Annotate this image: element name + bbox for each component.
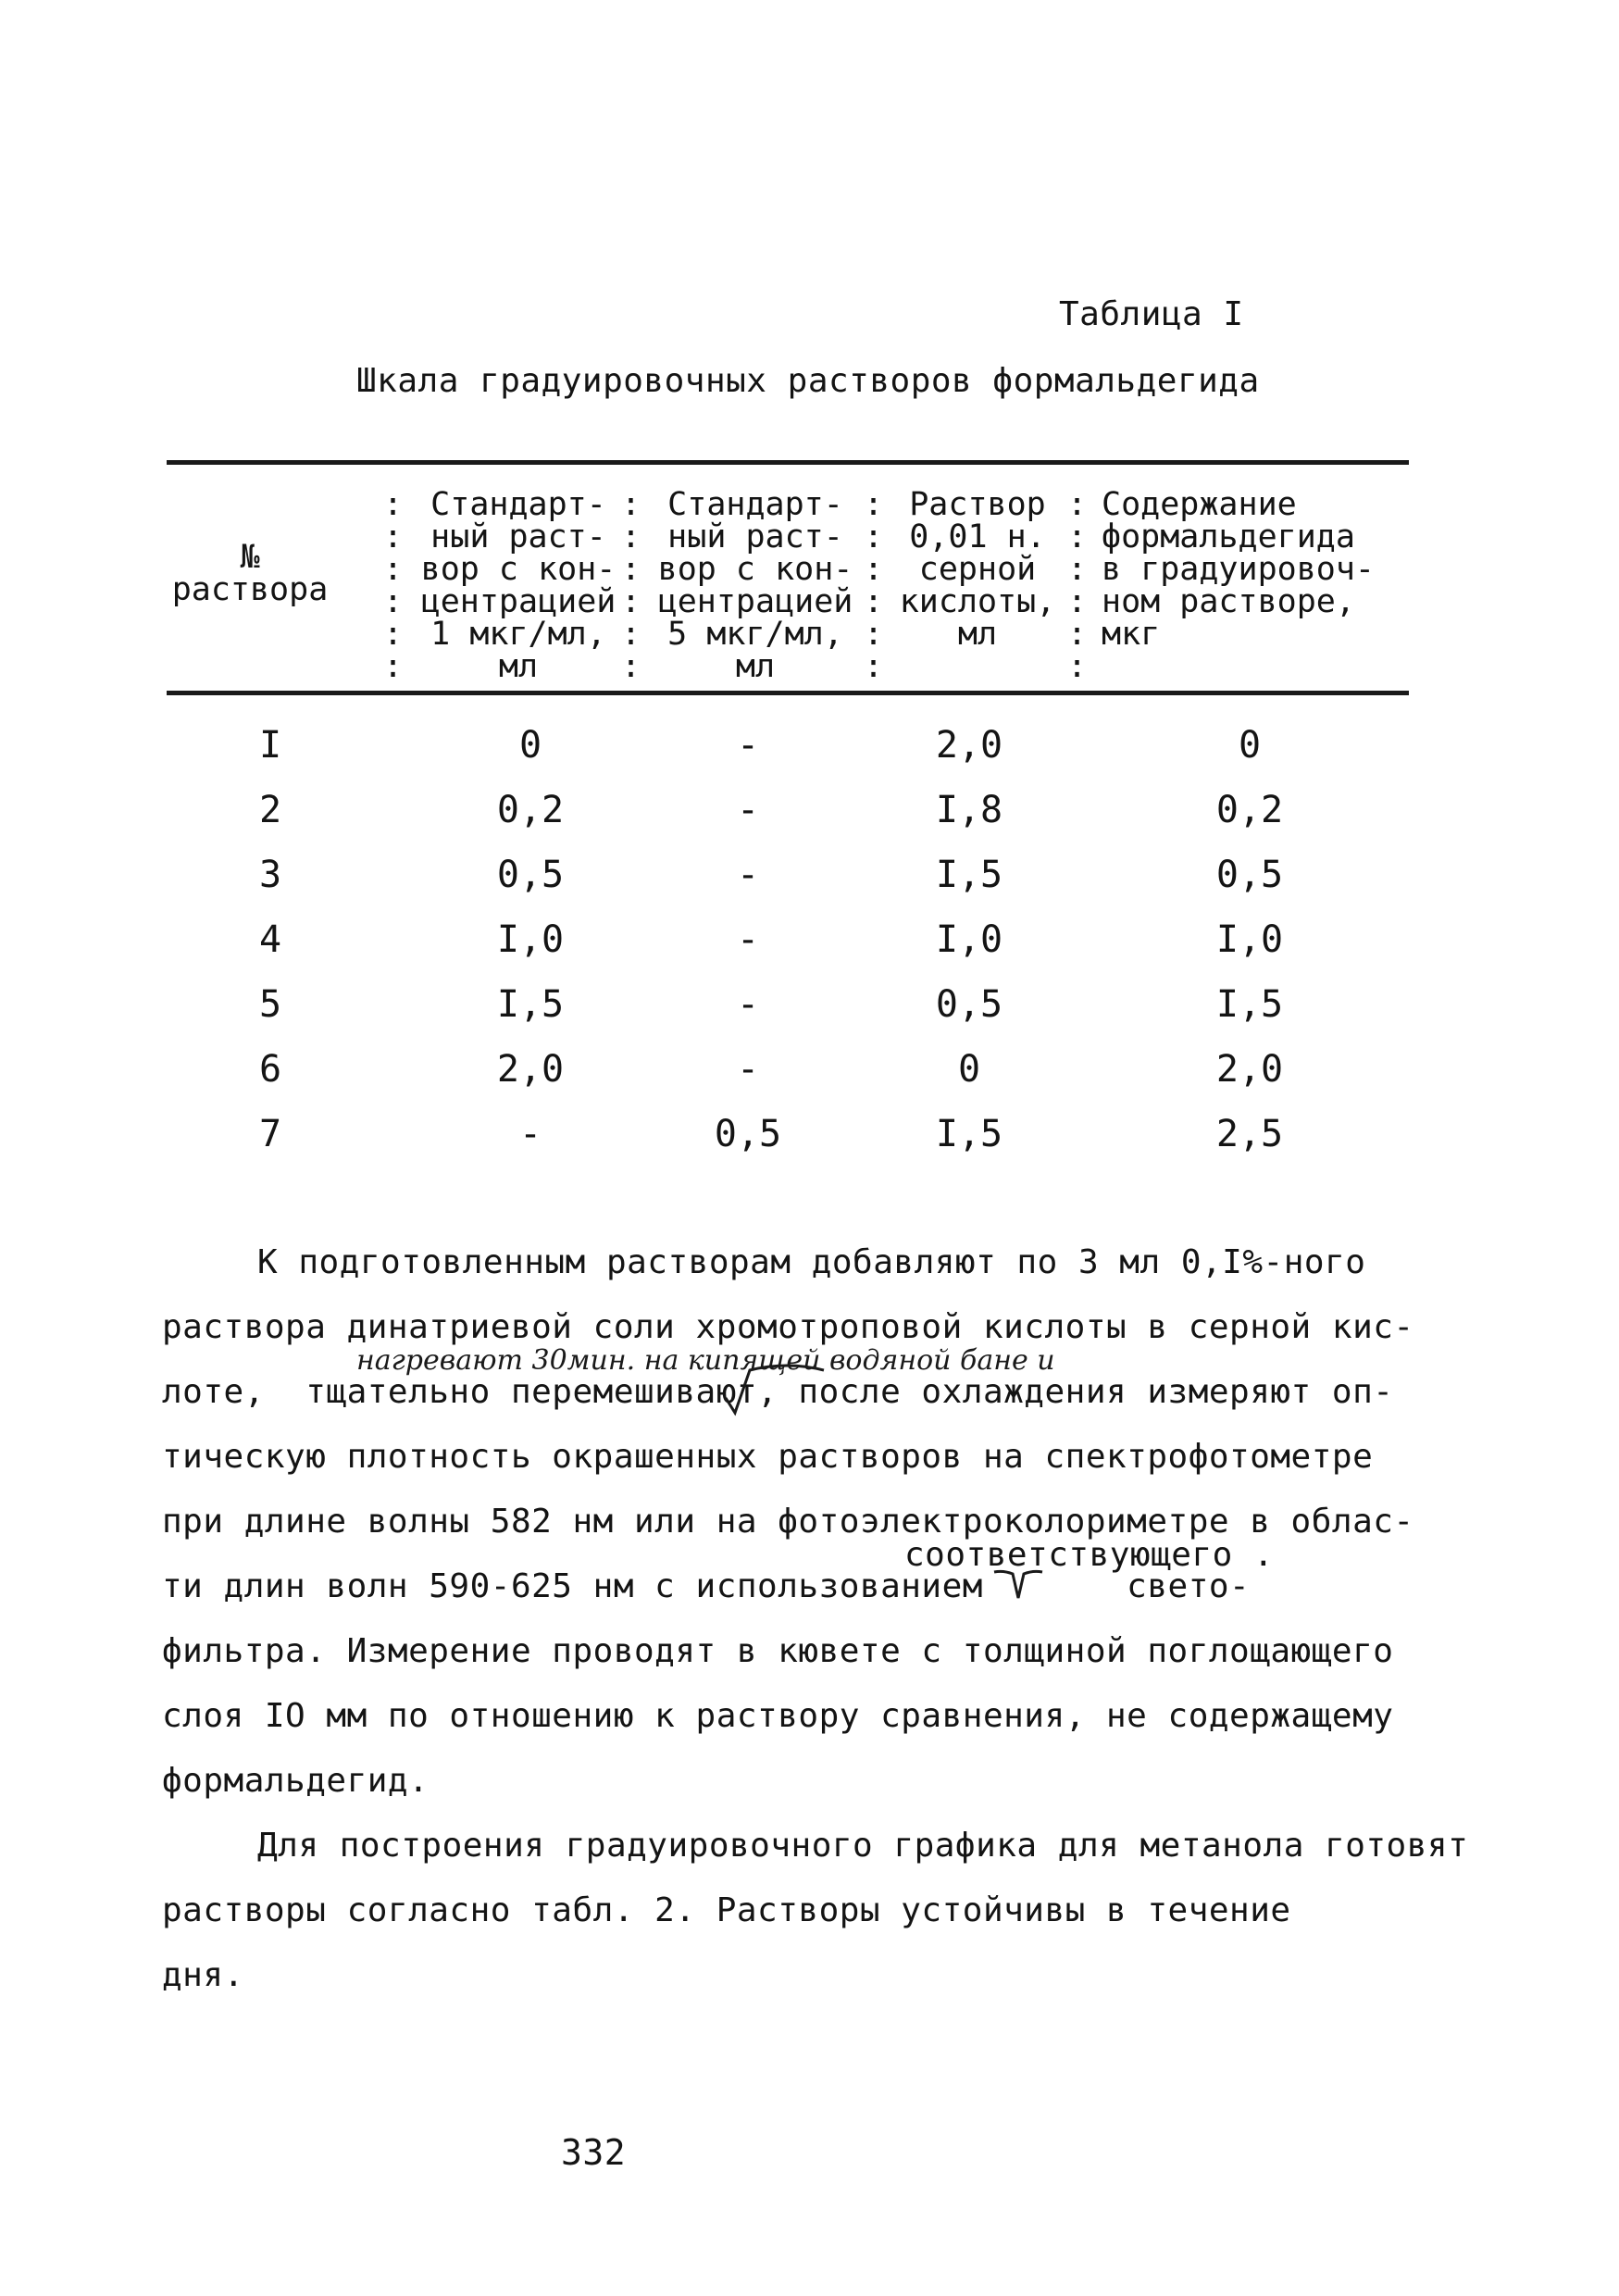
cell-standard-5: - [736, 789, 760, 831]
header-col-acid: Раствор 0,01 н. серной кислоты, мл [899, 486, 1056, 653]
cell-number: 6 [258, 1048, 282, 1091]
cell-content: I,5 [1215, 983, 1284, 1026]
cell-standard-5: 0,5 [714, 1113, 782, 1155]
cell-standard-1: - [518, 1113, 542, 1155]
text-line: слоя IO мм по отношению к раствору сравнения, не содержащему [162, 1697, 1394, 1735]
page-number: 332 [561, 2132, 627, 2173]
header-col-number: № раствора [171, 539, 329, 608]
cell-acid: I,8 [935, 789, 1003, 831]
cell-standard-1: 0 [518, 724, 542, 767]
header-separator-2: : : : : : : [621, 486, 641, 685]
cell-acid: I,5 [935, 1113, 1003, 1155]
cell-standard-5: - [736, 854, 760, 896]
cell-content: 0 [1238, 724, 1262, 767]
text-line: формальдегид. [162, 1762, 430, 1800]
text-line: лоте, тщательно перемешивают, после охлаждения измеряют оп- [162, 1373, 1394, 1411]
text-line: раствора динатриевой соли хромотроповой кислоты в серной кис- [162, 1308, 1414, 1346]
insertion-caret-mark [990, 1566, 1046, 1603]
insertion-caret-mark [722, 1361, 852, 1416]
cell-number: 2 [258, 789, 282, 831]
cell-standard-1: I,0 [496, 918, 565, 961]
text-line: Для построения градуировочного графика для метанола готовят [257, 1827, 1469, 1865]
table-top-rule [167, 460, 1409, 465]
header-separator-3: : : : : : : [864, 486, 884, 685]
table-label: Таблица I [1059, 295, 1244, 333]
text-line: К подготовленным растворам добавляют по 3 мл 0,I%-ного [257, 1243, 1366, 1281]
cell-standard-5: - [736, 918, 760, 961]
cell-number: 4 [258, 918, 282, 961]
cell-acid: I,5 [935, 854, 1003, 896]
header-separator-4: : : : : : : [1067, 486, 1088, 685]
cell-standard-1: 0,2 [496, 789, 565, 831]
header-col-standard-5: Стандарт- ный раст- вор с кон- центрацией 5 мкг/мл, мл [657, 486, 853, 685]
cell-content: 0,2 [1215, 789, 1284, 831]
cell-standard-5: - [736, 724, 760, 767]
cell-standard-5: - [736, 1048, 760, 1091]
text-line: растворы согласно табл. 2. Растворы устойчивы в течение [162, 1891, 1291, 1929]
cell-content: 2,0 [1215, 1048, 1284, 1091]
cell-standard-1: 2,0 [496, 1048, 565, 1091]
table-header-rule [167, 691, 1409, 695]
cell-standard-1: 0,5 [496, 854, 565, 896]
text-line: дня. [162, 1956, 244, 1994]
cell-content: 2,5 [1215, 1113, 1284, 1155]
cell-acid: I,0 [935, 918, 1003, 961]
text-line: при длине волны 582 нм или на фотоэлектроколориметре в облас- [162, 1503, 1414, 1541]
text-line: фильтра. Измерение проводят в кювете с толщиной поглощающего [162, 1632, 1394, 1670]
cell-acid: 2,0 [935, 724, 1003, 767]
cell-standard-5: - [736, 983, 760, 1026]
table-caption: Шкала градуировочных растворов формальдегида [356, 362, 1260, 400]
cell-number: 7 [258, 1113, 282, 1155]
cell-acid: 0,5 [935, 983, 1003, 1026]
handwritten-insert: нагревают 30мин. на кипящей водяной бане и [356, 1344, 1055, 1377]
header-separator-1: : : : : : : [383, 486, 404, 685]
text-line: тическую плотность окрашенных растворов на спектрофотометре [162, 1438, 1374, 1476]
header-col-standard-1: Стандарт- ный раст- вор с кон- центрацией 1 мкг/мл, мл [420, 486, 616, 685]
typed-insert: соответствующего . [904, 1536, 1275, 1574]
cell-standard-1: I,5 [496, 983, 565, 1026]
header-col-content: Содержание формальдегида в градуировоч- ном растворе, мкг [1102, 486, 1376, 653]
cell-acid: 0 [957, 1048, 981, 1091]
cell-number: I [258, 724, 282, 767]
text-line: ти длин волн 590-625 нм с использованием свето- [162, 1567, 1251, 1605]
cell-number: 3 [258, 854, 282, 896]
cell-content: I,0 [1215, 918, 1284, 961]
cell-content: 0,5 [1215, 854, 1284, 896]
cell-number: 5 [258, 983, 282, 1026]
